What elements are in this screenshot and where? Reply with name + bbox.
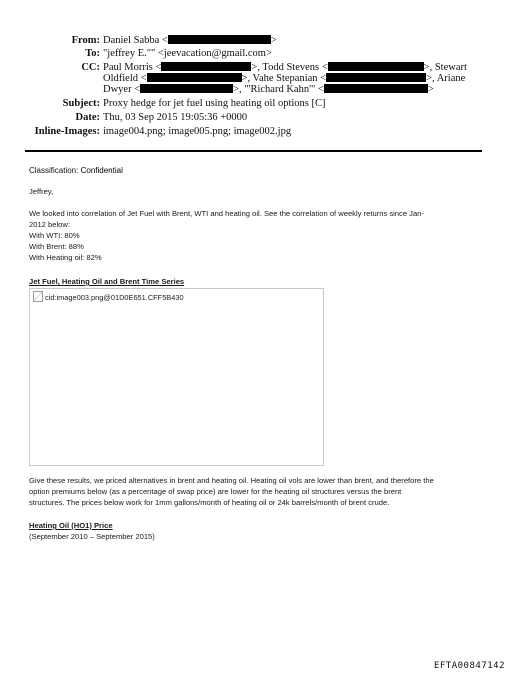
paragraph-line: option premiums below (as a percentage of swap price) are lower for the heating oil structures versus the brent (29, 487, 402, 496)
date-label: Date: (75, 112, 100, 123)
redaction-bar (324, 84, 428, 93)
cc-text: >, Stewart (423, 62, 467, 73)
redaction-bar (328, 62, 424, 71)
paragraph-line: Give these results, we priced alternatives in brent and heating oil. Heating oil vols are lower than brent, and therefore the (29, 476, 434, 485)
cc-text: >, Todd Stevens < (251, 62, 328, 73)
correlation-wti: With WTI: 80% (29, 231, 80, 240)
correlation-heating-oil: With Heating oil: 82% (29, 253, 102, 262)
subject-value: Proxy hedge for jet fuel using heating oil options [C] (103, 98, 326, 109)
document-id: EFTA00847142 (433, 661, 505, 671)
from-tail: > (270, 35, 277, 46)
from-text: Daniel Sabba < (103, 35, 168, 46)
cc-text: >, Ariane (426, 73, 466, 84)
cc-text: > (427, 84, 434, 95)
section-title-time-series: Jet Fuel, Heating Oil and Brent Time Series (29, 277, 185, 286)
classification (29, 166, 123, 175)
classification-label: Classification: (29, 166, 79, 175)
classification-value: Confidential (80, 166, 123, 175)
cc-text: >, Vahe Stepanian < (241, 73, 327, 84)
redaction-bar (147, 73, 242, 82)
redaction-bar (168, 35, 271, 44)
email-header (0, 34, 512, 144)
greeting: Jeffrey, (29, 187, 54, 196)
correlation-brent: With Brent: 88% (29, 242, 84, 251)
cc-line-3 (103, 83, 434, 96)
to-label: To: (85, 48, 100, 59)
cc-text: >, "'Richard Kahn'" < (233, 84, 324, 95)
broken-image-alt: cid:image003.png@01D0E651.CFF5B430 (45, 293, 184, 302)
inline-image-placeholder (29, 288, 324, 466)
cc-text: Dwyer < (103, 84, 141, 95)
header-divider (25, 150, 482, 152)
section-subtitle-date-range: (September 2010 – September 2015) (29, 532, 155, 541)
paragraph-line: structures. The prices below work for 1mm gallons/month of heating oil or 24k barrels/month of brent crude. (29, 498, 390, 507)
from-value (103, 34, 277, 47)
inline-images-label: Inline-Images: (34, 126, 100, 137)
paragraph-line: 2012 below: (29, 220, 70, 229)
cc-text: Oldfield < (103, 73, 147, 84)
paragraph-pricing (29, 475, 434, 508)
subject-label: Subject: (62, 98, 100, 109)
to-value: "jeffrey E."" <jeevacation@gmail.com> (103, 48, 272, 59)
redaction-bar (326, 73, 426, 82)
cc-text: Paul Morris < (103, 62, 162, 73)
inline-images-value: image004.png; image005.png; image002.jpg (103, 126, 292, 137)
broken-image (33, 291, 184, 302)
paragraph-correlation (29, 208, 424, 263)
redaction-bar (140, 84, 233, 93)
redaction-bar (161, 62, 251, 71)
broken-image-icon (33, 291, 43, 302)
from-label: From: (71, 35, 100, 46)
paragraph-line: We looked into correlation of Jet Fuel with Brent, WTI and heating oil. See the correlation of weekly returns since Jan- (29, 209, 424, 218)
date-value: Thu, 03 Sep 2015 19:05:36 +0000 (103, 112, 248, 123)
cc-label: CC: (81, 62, 100, 73)
section-title-heating-oil: Heating Oil (HO1) Price (29, 521, 113, 530)
